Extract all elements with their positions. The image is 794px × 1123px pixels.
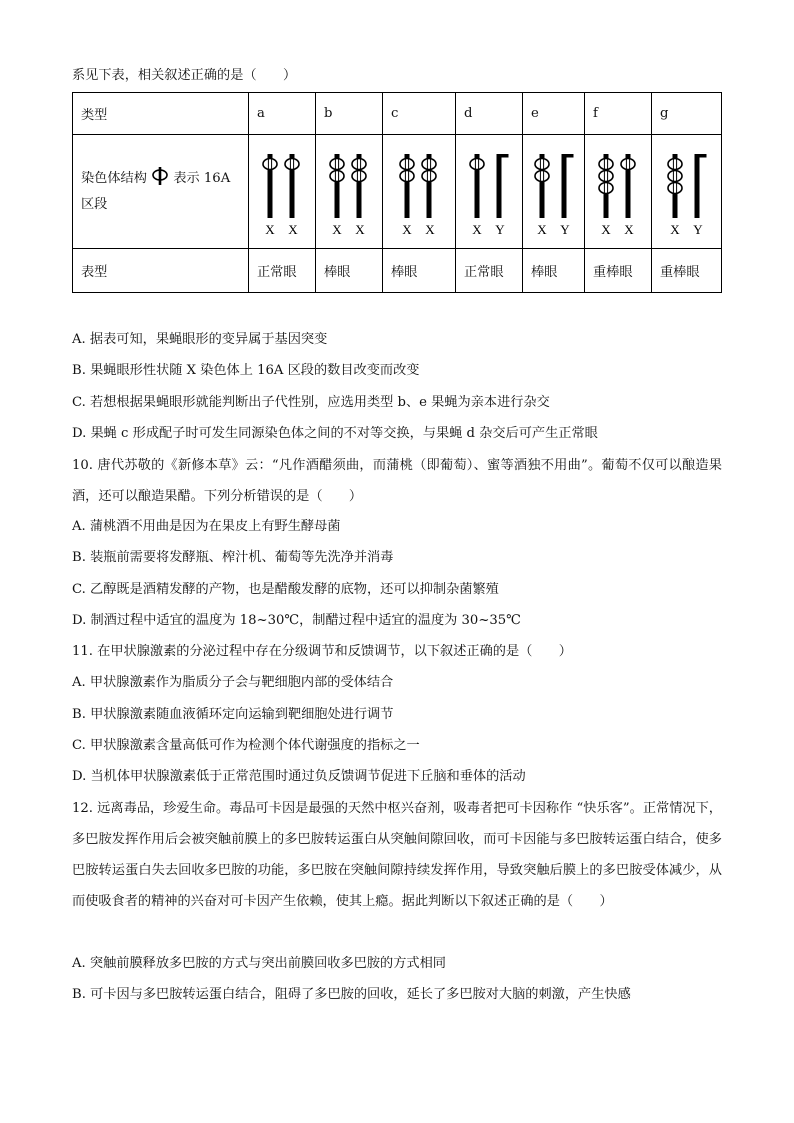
phenotype-f: 重棒眼 xyxy=(585,249,652,293)
chromosome-cell-g xyxy=(652,135,722,249)
chromosome-pair-g xyxy=(657,146,717,238)
structure-label xyxy=(73,135,249,249)
phenotype-b: 棒眼 xyxy=(316,249,383,293)
header-label: 类型 xyxy=(73,93,249,135)
segment-16a-mark xyxy=(330,170,344,181)
y-chromosome-hook xyxy=(694,154,706,158)
chromosome-label: Y xyxy=(559,221,570,237)
chromosome-label: X xyxy=(355,221,365,237)
chromosome-pair-b xyxy=(319,146,379,238)
q9-option-c: C. 若想根据果蝇眼形就能判断出子代性别，应选用类型 b、e 果蝇为亲本进行杂交 xyxy=(72,395,550,410)
segment-16a-mark xyxy=(535,170,549,181)
type-a: a xyxy=(249,93,316,135)
segment-16a-mark xyxy=(352,170,366,181)
chromosome-cell-f xyxy=(585,135,652,249)
q10-option-d: D. 制酒过程中适宜的温度为 18~30℃，制醋过程中适宜的温度为 30~35℃ xyxy=(72,613,521,628)
y-chromosome-bar xyxy=(561,154,566,218)
segment-16a-mark xyxy=(599,182,613,193)
type-f: f xyxy=(585,93,652,135)
y-chromosome-bar xyxy=(694,154,699,218)
q10-option-c: C. 乙醇既是酒精发酵的产物，也是醋酸发酵的底物，还可以抑制杂菌繁殖 xyxy=(72,582,499,597)
phenotype-g: 重棒眼 xyxy=(652,249,722,293)
chromosome-cell-b xyxy=(316,135,383,249)
segment-16a-mark xyxy=(599,158,613,169)
segment-16a-mark xyxy=(263,158,277,169)
type-b: b xyxy=(316,93,383,135)
segment-16a-mark xyxy=(621,158,635,169)
segment-16a-mark xyxy=(668,158,682,169)
chromosome-type-table xyxy=(72,92,722,293)
chromosome-cell-d xyxy=(456,135,523,249)
y-chromosome-hook xyxy=(497,154,509,158)
q11-stem: 11. 在甲状腺激素的分泌过程中存在分级调节和反馈调节，以下叙述正确的是（ ） xyxy=(72,644,572,659)
chromosome-label: X xyxy=(332,221,342,237)
type-d: d xyxy=(456,93,523,135)
chromosome-label: X xyxy=(265,221,275,237)
type-c: c xyxy=(383,93,456,135)
segment-16a-mark xyxy=(599,170,613,181)
segment-16a-mark xyxy=(400,158,414,169)
phenotype-e: 棒眼 xyxy=(523,249,585,293)
segment-16a-mark xyxy=(668,170,682,181)
structure-label-segment: 区段 xyxy=(81,196,108,212)
segment-16a-mark xyxy=(535,158,549,169)
chromosome-cell-e xyxy=(523,135,585,249)
q11-option-a: A. 甲状腺激素作为脂质分子会与靶细胞内部的受体结合 xyxy=(72,675,394,690)
segment-16a-mark xyxy=(422,158,436,169)
structure-label-legend: 表示 16A xyxy=(173,170,231,186)
chromosome-pair-f xyxy=(588,146,648,238)
segment-16a-mark xyxy=(285,158,299,169)
q12-option-b: B. 可卡因与多巴胺转运蛋白结合，阻碍了多巴胺的回收，延长了多巴胺对大脑的刺激，产生快感 xyxy=(72,987,631,1002)
chromosome-pair-d xyxy=(459,146,519,238)
phenotype-label: 表型 xyxy=(73,249,249,293)
phenotype-c: 棒眼 xyxy=(383,249,456,293)
segment-16a-mark xyxy=(352,158,366,169)
chromosome-label: X xyxy=(601,221,611,237)
q11-option-d: D. 当机体甲状腺激素低于正常范围时通过负反馈调节促进下丘脑和垂体的活动 xyxy=(72,769,526,784)
chromosome-label: X xyxy=(624,221,634,237)
chromosome-label: X xyxy=(669,221,680,237)
chromosome-pair-e xyxy=(524,146,584,238)
q10-stem: 10. 唐代苏敬的《新修本草》云：“凡作酒醋须曲，而蒲桃（即葡萄）、蜜等酒独不用曲”。葡萄不仅可以酿造果酒，还可以酿造果醋。下列分析错误的是（ ） xyxy=(72,458,722,504)
chromosome-label: X xyxy=(288,221,298,237)
q11-option-b: B. 甲状腺激素随血液循环定向运输到靶细胞处进行调节 xyxy=(72,707,394,722)
segment-16a-mark xyxy=(422,170,436,181)
segment-16a-mark xyxy=(470,158,484,169)
y-chromosome-hook xyxy=(561,154,573,158)
q10-option-b: B. 装瓶前需要将发酵瓶、榨汁机、葡萄等先洗净并消毒 xyxy=(72,550,394,565)
chromosome-cell-a xyxy=(249,135,316,249)
segment-16a-icon xyxy=(151,167,169,185)
q9-option-b: B. 果蝇眼形性状随 X 染色体上 16A 区段的数目改变而改变 xyxy=(72,363,420,378)
chromosome-label: Y xyxy=(692,221,703,237)
type-g: g xyxy=(652,93,722,135)
chromosome-label: X xyxy=(402,221,412,237)
q11-option-c: C. 甲状腺激素含量高低可作为检测个体代谢强度的指标之一 xyxy=(72,738,420,753)
q9-option-d: D. 果蝇 c 形成配子时可发生同源染色体之间的不对等交换，与果蝇 d 杂交后可产生正常眼 xyxy=(72,426,598,441)
chromosome-pair-a xyxy=(252,146,312,238)
chromosome-label: X xyxy=(425,221,435,237)
q12-option-a: A. 突触前膜释放多巴胺的方式与突出前膜回收多巴胺的方式相同 xyxy=(72,956,446,971)
chromosome-cell-c xyxy=(383,135,456,249)
structure-label-text: 染色体结构 xyxy=(81,170,147,186)
segment-16a-mark xyxy=(330,158,344,169)
type-e: e xyxy=(523,93,585,135)
chromosome-label: X xyxy=(472,221,482,237)
q10-option-a: A. 蒲桃酒不用曲是因为在果皮上有野生酵母菌 xyxy=(72,519,341,534)
chromosome-label: X xyxy=(536,221,547,237)
question-intro: 系见下表，相关叙述正确的是（ ） xyxy=(72,68,297,83)
y-chromosome-bar xyxy=(497,154,502,218)
phenotype-d: 正常眼 xyxy=(456,249,523,293)
segment-16a-mark xyxy=(668,182,682,193)
chromosome-pair-c xyxy=(389,146,449,238)
phenotype-a: 正常眼 xyxy=(249,249,316,293)
segment-16a-mark xyxy=(400,170,414,181)
chromosome-label: Y xyxy=(495,221,505,237)
q9-option-a: A. 据表可知，果蝇眼形的变异属于基因突变 xyxy=(72,332,328,347)
q12-stem: 12. 远离毒品，珍爱生命。毒品可卡因是最强的天然中枢兴奋剂，吸毒者把可卡因称作 “快乐客”。正常情况下，多巴胺发挥作用后会被突触前膜上的多巴胺转运蛋白从突触间隙回收，而可卡因能与多巴胺转运蛋白结合，使多巴胺转运蛋白失去回收多巴胺的功能，多巴胺在突触间隙持续发挥作用，导致突触后膜上的多巴胺受体减少，从而使吸食者的精神的兴奋对可卡因产生依赖，使其上瘾。据此判断以下叙述正确的是（ ） xyxy=(72,801,722,909)
